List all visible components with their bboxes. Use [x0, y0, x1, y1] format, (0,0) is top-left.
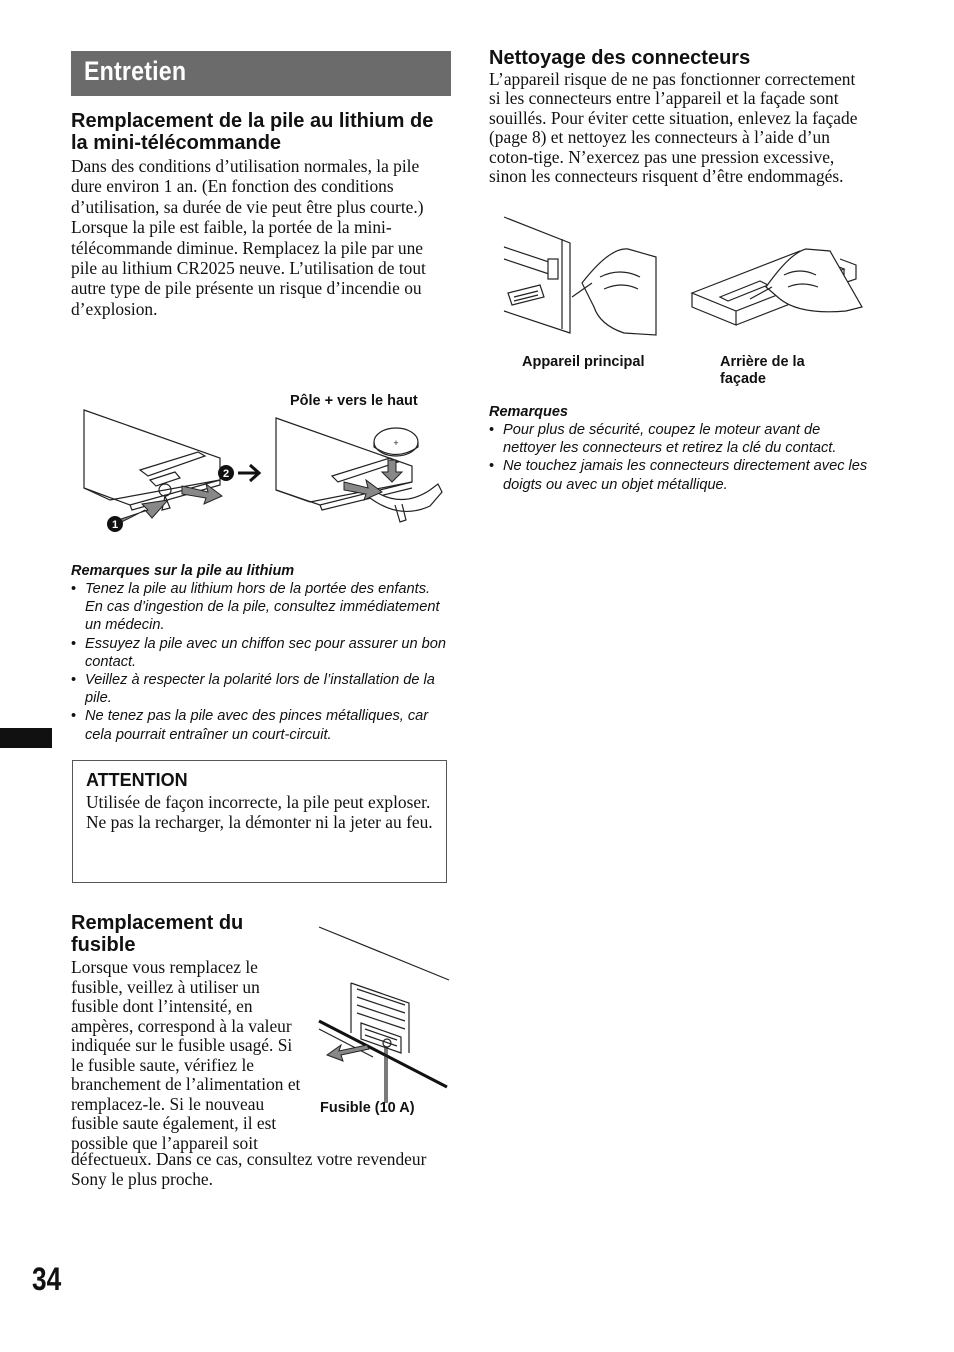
attention-box — [72, 760, 447, 883]
battery-note-item: • Essuyez la pile avec un chiffon sec pour assurer un bon contact. — [71, 635, 451, 671]
connectors-note-item: • Pour plus de sécurité, coupez le moteur avant de nettoyer les connecteurs et retirez la clé du contact. — [489, 421, 874, 457]
svg-text:+: + — [393, 438, 399, 448]
side-tab-marker — [0, 728, 52, 748]
fuse-figure-label: Fusible (10 A) — [320, 1100, 415, 1116]
attention-title: ATTENTION — [86, 770, 188, 790]
battery-notes — [71, 562, 451, 744]
battery-notes-title: Remarques sur la pile au lithium — [71, 563, 295, 579]
connectors-notes — [489, 403, 874, 494]
fuse-paragraph-wrapped: Lorsque vous remplacez le fusible, veillez à utiliser un fusible dont l’intensité, en ampères, correspond à la valeur indiquée sur le fusible usagé. Si le fusible saute, vérifiez le branchement de l’alimentation et remplacez-le. Si le nouveau fusible saute également, il est possible que l’appareil soit — [71, 957, 301, 1153]
connectors-notes-list — [489, 421, 874, 494]
battery-figure-label: Pôle + vers le haut — [290, 393, 418, 409]
page-number: 34 — [32, 1261, 62, 1297]
battery-notes-list — [71, 580, 451, 744]
battery-note-item: • Ne tenez pas la pile avec des pinces métalliques, car cela pourrait entraîner un court-circuit. — [71, 707, 451, 743]
fuse-heading: Remplacement du fusible — [71, 912, 244, 956]
attention-line-2: Ne pas la recharger, la démonter ni la jeter au feu. — [86, 812, 433, 833]
attention-text — [86, 792, 436, 833]
svg-text:2: 2 — [222, 468, 230, 480]
battery-note-item: • Veillez à respecter la polarité lors de l’installation de la pile. — [71, 671, 451, 707]
battery-note-item: • Tenez la pile au lithium hors de la portée des enfants. En cas d’ingestion de la pile, consultez immédiatement un médecin. — [71, 580, 451, 635]
svg-text:1: 1 — [111, 519, 119, 531]
battery-paragraph-2: Lorsque la pile est faible, la portée de la mini-télécommande diminue. Remplacez la pile par une pile au lithium CR2025 neuve. L’utilisation de tout autre type de pile présente un risque d’incendie ou d’explosion. — [71, 217, 426, 319]
battery-heading: Remplacement de la pile au lithium de la mini-télécommande — [71, 110, 434, 154]
battery-replacement-illustration — [70, 410, 450, 540]
attention-line-1: Utilisée de façon incorrecte, la pile peut exploser. — [86, 792, 431, 812]
connectors-heading: Nettoyage des connecteurs — [489, 47, 751, 69]
section-title: Entretien — [84, 56, 187, 86]
caption-faceplate-back: Arrière de la façade — [720, 354, 805, 387]
connectors-note-item: • Ne touchez jamais les connecteurs directement avec les doigts ou avec un objet métallique. — [489, 457, 874, 493]
caption-main-unit: Appareil principal — [522, 354, 645, 370]
connectors-notes-title: Remarques — [489, 404, 568, 420]
fuse-paragraph-tail: défectueux. Dans ce cas, consultez votre revendeur Sony le plus proche. — [71, 1149, 427, 1189]
fuse-illustration — [315, 925, 450, 1095]
connectors-cleaning-illustration — [500, 215, 865, 340]
battery-text — [71, 156, 451, 319]
connectors-paragraph: L’appareil risque de ne pas fonctionner correctement si les connecteurs entre l’appareil et la façade sont souillés. Pour éviter cette situation, enlevez la façade (page 8) et nettoyez les connecteurs à l’aide d’un coton-tige. N’exercez pas une pression excessive, sinon les connecteurs risquent d’être endommagés. — [489, 69, 858, 187]
section-title-banner — [71, 51, 451, 96]
battery-paragraph-1: Dans des conditions d’utilisation normales, la pile dure environ 1 an. (En fonction des conditions d’utilisation, sa durée de vie peut être plus courte.) — [71, 156, 424, 217]
